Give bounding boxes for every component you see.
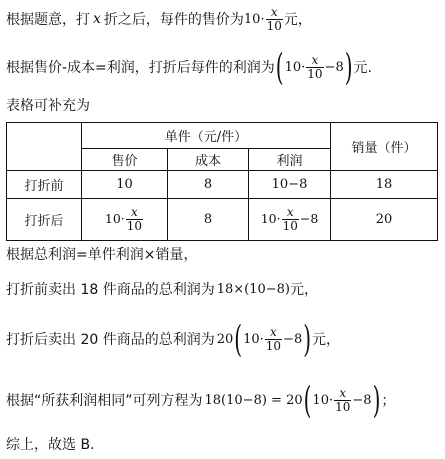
- table-after-price: 10· $\frac{x}{10}$: [82, 199, 168, 241]
- l2-prefix: 根据售价-成本=利润，打折后每件的利润为: [6, 60, 275, 76]
- table-after-volume: 20: [331, 199, 438, 241]
- conclusion: 综上，故选 B.: [6, 437, 95, 453]
- paren-open: (: [275, 45, 284, 89]
- fraction-x-over-10: $\frac{x}{10}$: [335, 385, 351, 414]
- table-row-before-label: 打折前: [7, 171, 82, 199]
- l2-suffix: 元.: [353, 60, 372, 76]
- fraction-x-over-10: $\frac{x}{10}$: [282, 205, 298, 233]
- line-5: [6, 278, 318, 300]
- table-corner: [7, 123, 82, 171]
- l1-var: x: [93, 11, 101, 27]
- table-row-after-label: 打折后: [7, 199, 82, 241]
- l7-prefix: 根据“所获利润相同”可列方程为: [6, 393, 203, 409]
- paren-close: ): [372, 378, 381, 422]
- line-8: [6, 433, 95, 455]
- table-price-header: 售价: [82, 149, 168, 171]
- line-7: [6, 378, 396, 422]
- l7-left: 18(10−8) = 20: [204, 392, 303, 408]
- l6-coef: 20: [216, 331, 234, 347]
- table-after-profit: 10· $\frac{x}{10}$ −8: [249, 199, 331, 241]
- fraction-x-over-10: $\frac{x}{10}$: [307, 52, 323, 81]
- table-before-cost: 8: [168, 171, 249, 199]
- fraction-x-over-10: $\frac{x}{10}$: [126, 205, 143, 233]
- l5-prefix: 打折前卖出 18 件商品的总利润为: [6, 282, 215, 298]
- fraction-x-over-10: $\frac{x}{10}$: [265, 324, 282, 353]
- table-profit-header: 利润: [249, 149, 331, 171]
- table-before-price: 10: [82, 171, 168, 199]
- l2-expr-b: −8: [324, 59, 344, 75]
- l5-suffix: 元，: [290, 282, 319, 298]
- line-6: [6, 317, 341, 361]
- l6-suffix: 元，: [312, 332, 341, 348]
- line-1: [6, 2, 312, 36]
- line-4: [6, 243, 197, 265]
- l1-mid: 折之后，每件的售价为: [103, 12, 244, 28]
- l7-a: 10·: [312, 392, 334, 408]
- line-2: [6, 45, 372, 89]
- l1-suffix: 元，: [283, 12, 312, 28]
- table-before-profit: 10−8: [249, 171, 331, 199]
- price-table: [6, 122, 438, 241]
- l6-a: 10·: [243, 331, 264, 347]
- table-before-volume: 18: [331, 171, 438, 199]
- paren-open: (: [234, 317, 243, 361]
- paren-close: ): [303, 317, 312, 361]
- l6-prefix: 打折后卖出 20 件商品的总利润为: [6, 332, 215, 348]
- table-group-header: 单件（元/件）: [82, 123, 331, 149]
- table-after-cost: 8: [168, 199, 249, 241]
- table-volume-header: 销量（件）: [331, 123, 438, 171]
- line-3: [6, 94, 90, 116]
- l2-expr-a: 10·: [284, 59, 306, 75]
- l6-b: −8: [283, 331, 303, 347]
- l5-expr: 18×(10−8): [216, 281, 291, 297]
- paren-open: (: [303, 378, 312, 422]
- l7-b: −8: [352, 392, 372, 408]
- l1-prefix: 根据题意，打: [6, 12, 90, 28]
- paren-close: ): [344, 45, 353, 89]
- fraction-x-over-10: $\frac{x}{10}$: [266, 4, 282, 33]
- profit-rule: 根据总利润=单件利润×销量，: [6, 247, 198, 263]
- l7-suffix: ；: [381, 393, 396, 409]
- l1-coef: 10·: [243, 11, 265, 27]
- table-cost-header: 成本: [168, 149, 249, 171]
- table-intro: 表格可补充为: [6, 98, 90, 114]
